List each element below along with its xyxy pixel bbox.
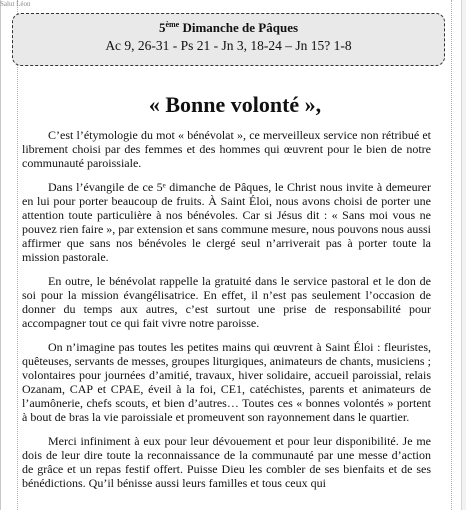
paragraph-5: Merci infiniment à eux pour leur dévouement et pour leur disponibilité. Je me dois de leur dire toute la reconnaissance de la communauté par une messe d’action de grâce et un repas festif offert. Puisse Dieu les combler de ses bienfaits et de ses bénédictions. Qu’il bénisse aussi leurs familles et tous ceux qui [22, 434, 431, 490]
page-left-edge [0, 0, 1, 510]
article-title: « Bonne volonté », [148, 92, 322, 117]
paragraph-1: C’est l’étymologie du mot « bénévolat », ce merveilleux service non rétribué et librement choisi par des femmes et des hommes qui œuvrent pour le bien de notre communauté paroissiale. [22, 128, 431, 170]
sunday-title-rest: Dimanche de Pâques [179, 20, 299, 35]
right-margin-guide [451, 0, 452, 510]
sunday-ordinal: 5 [158, 20, 166, 35]
article-body [22, 128, 431, 500]
paragraph-3: En outre, le bénévolat rappelle la gratuité dans le service pastoral et le don de soi pour la mission évangélisatrice. En effet, il n’est pas seulement l’occasion de donner du temps aux autres, c’est surtout une prise de responsabilité pour accompagner tout ce qui fait vivre notre paroisse. [22, 274, 431, 330]
previous-page-text-fragment: Salut Léon [0, 0, 31, 8]
paragraph-2: Dans l’évangile de ce 5ᵉ dimanche de Pâques, le Christ nous invite à demeurer en lui pour porter beaucoup de fruits. À Saint Éloi, nous avons choisi de porter une attention toute particulière à nos bénévoles. Car si Jésus dit : « Sans moi vous ne pouvez rien faire », par extension et sans commune mesure, nous pouvons nous aussi affirmer que sans nos bénévoles le clergé seul n’arriverait pas à porter toute la mission pastorale. [22, 180, 431, 264]
page-right-edge [461, 0, 466, 510]
paragraph-4: On n’imagine pas toutes les petites mains qui œuvrent à Saint Éloi : fleuristes, quêteuses, servants de messes, groupes liturgiques, animateurs de chants, musiciens ; volontaires pour journées d’amitié, travaux, hiver solidaire, accueil paroissial, relais Ozanam, CAP et CPAE, éveil à la foi, CE1, catéchistes, parents et animateurs de l’aumônerie, chefs scouts, et bien d’autres… Toutes ces « bonnes volontés » portent à bout de bras la vie paroissiale et promeuvent son rayonnement dans le quartier. [22, 340, 431, 424]
sunday-title [13, 20, 444, 36]
sunday-ordinal-suffix: ème [165, 20, 180, 29]
liturgy-header-box [12, 13, 445, 66]
left-margin-guide [17, 0, 18, 510]
readings-references: Ac 9, 26-31 - Ps 21 - Jn 3, 18-24 – Jn 15? 1-8 [105, 38, 352, 53]
